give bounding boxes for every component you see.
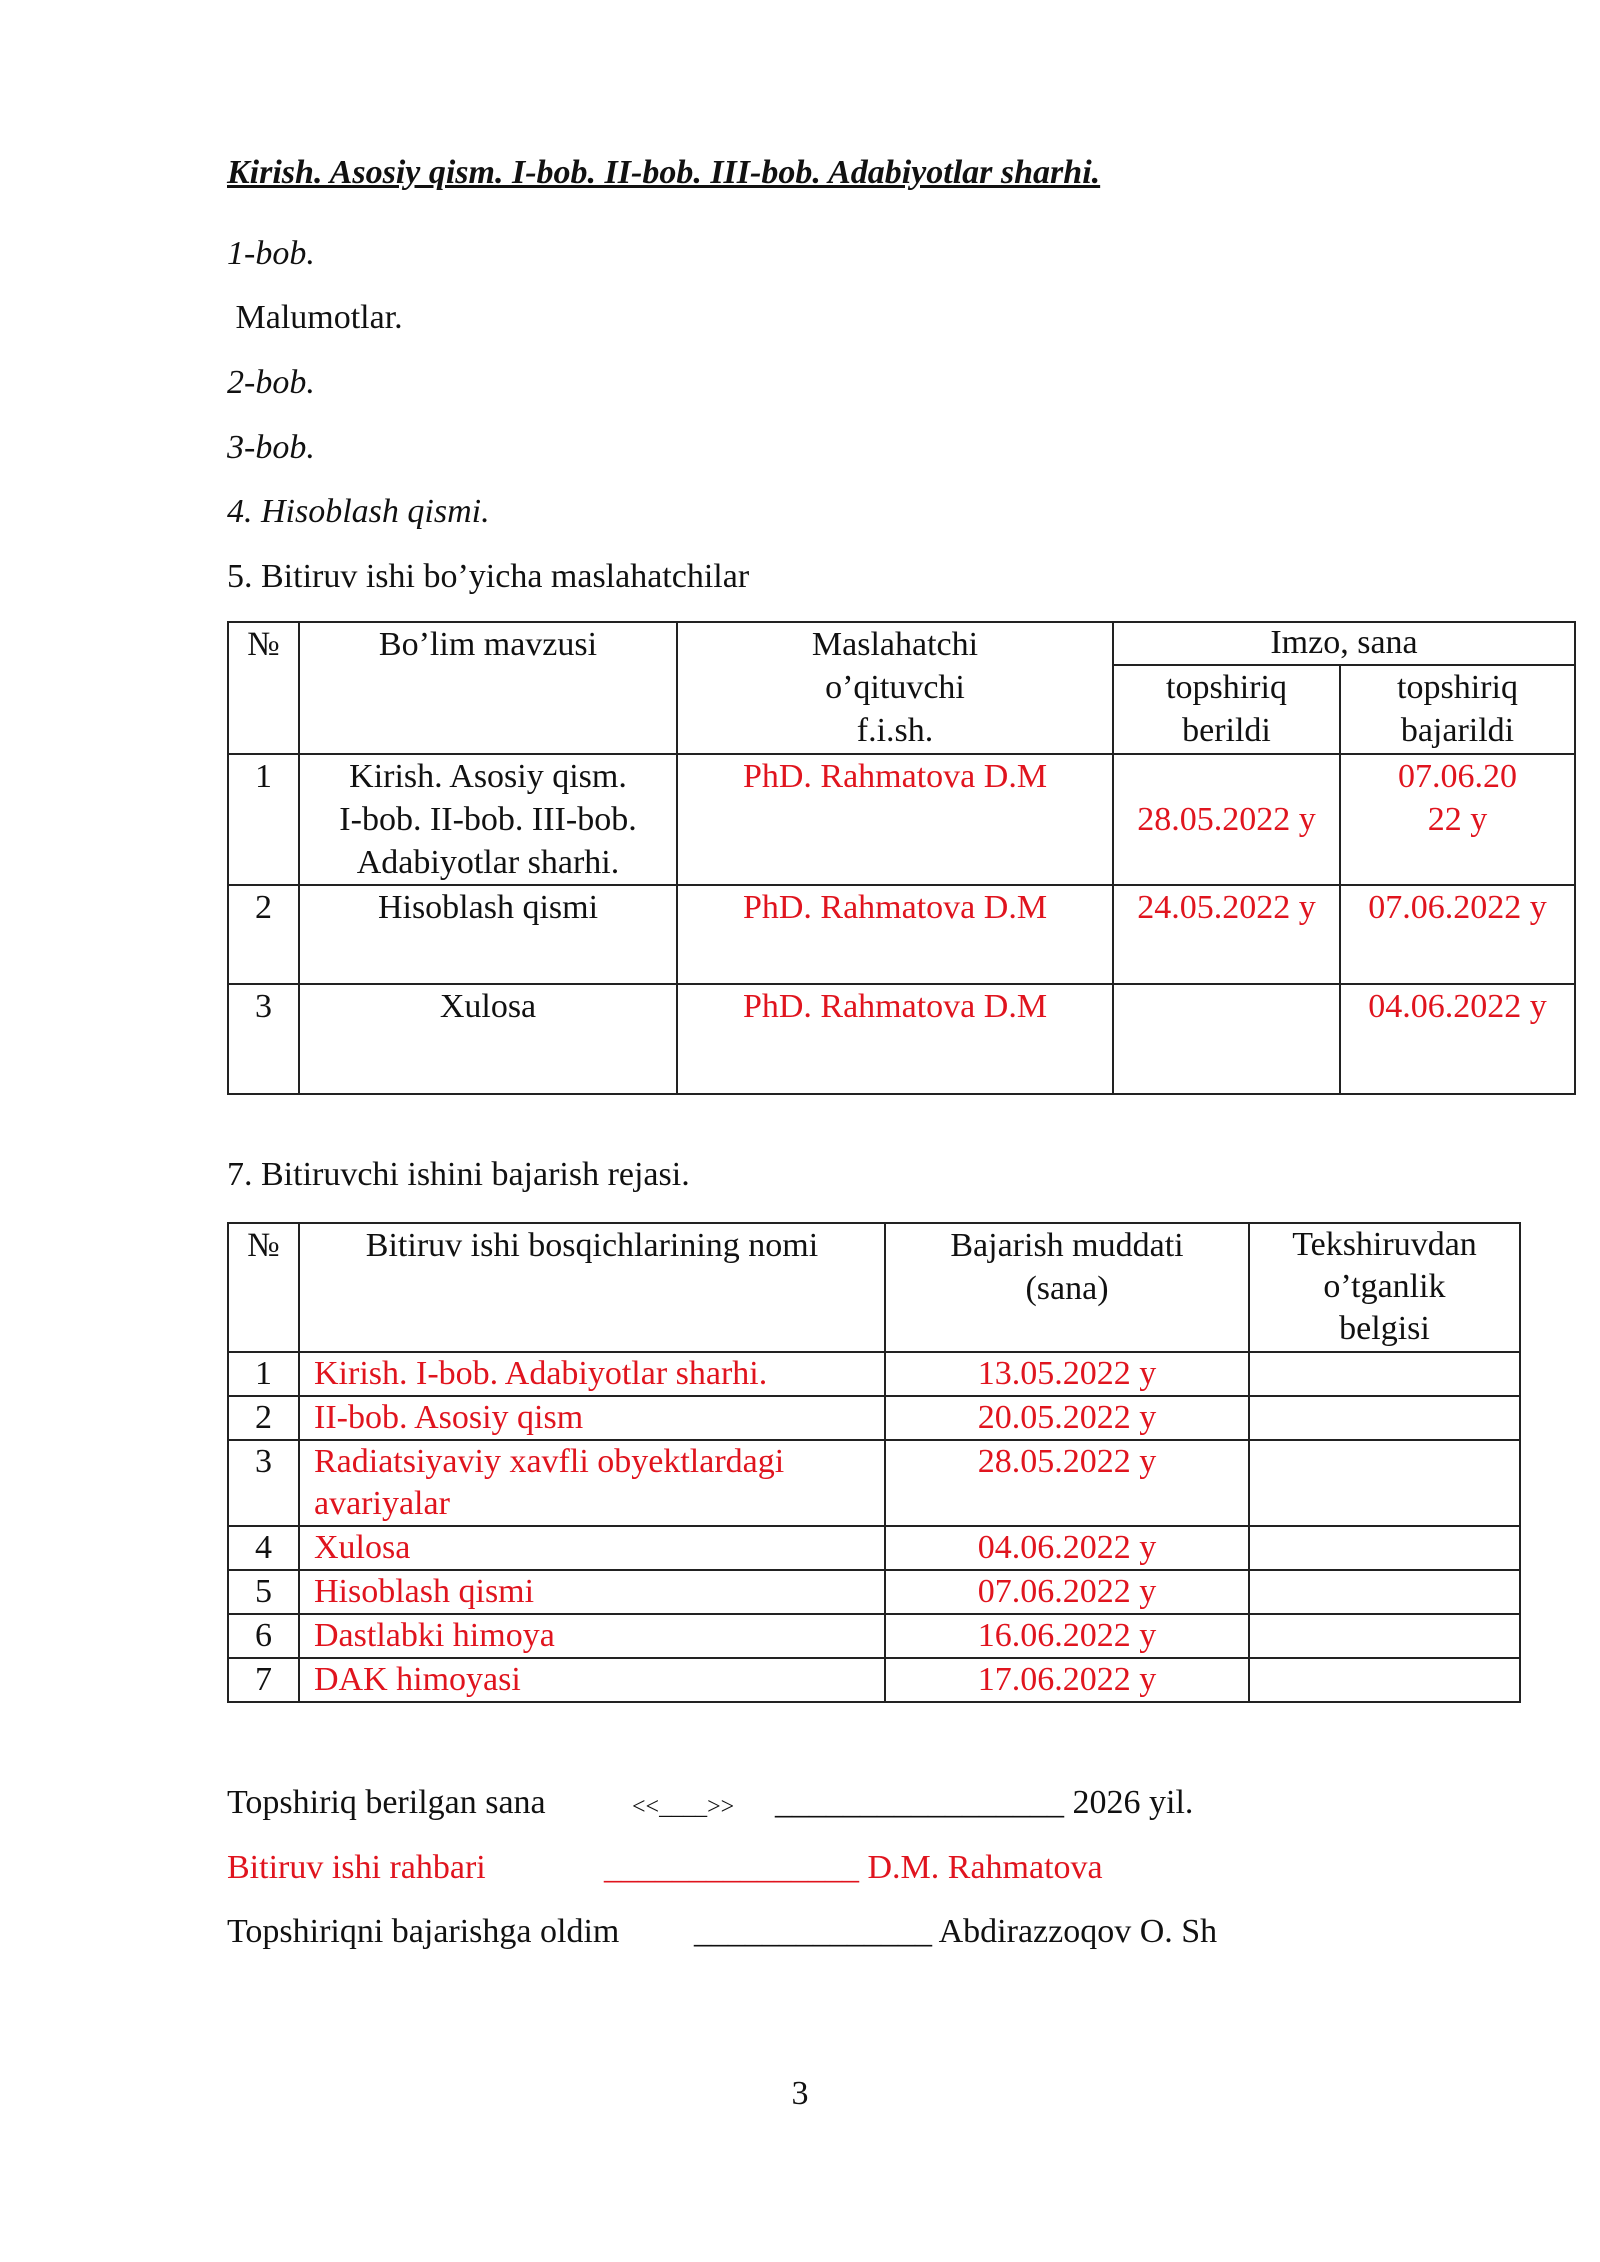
item-chapter-2: 2-bob.	[227, 364, 315, 401]
check-cell	[1249, 1570, 1520, 1614]
date-label: Topshiriq berilgan sana	[227, 1784, 546, 1821]
header-stage: Bitiruv ishi bosqichlarining nomi	[299, 1223, 885, 1352]
stage-cell: II-bob. Asosiy qism	[299, 1396, 885, 1440]
item-info: Malumotlar.	[227, 299, 403, 336]
date-line: _________________ 2026 yil.	[775, 1784, 1194, 1821]
table-row: 1 Kirish. Asosiy qism. I-bob. II-bob. III-bob. Adabiyotlar sharhi. PhD. Rahmatova D.M 28.05.2022 y 07.06.20 22 y	[228, 754, 1575, 885]
stage-cell: Xulosa	[299, 1526, 885, 1570]
check-cell	[1249, 1440, 1520, 1526]
advisor-cell: PhD. Rahmatova D.M	[677, 754, 1113, 885]
header-deadline: Bajarish muddati (sana)	[885, 1223, 1249, 1352]
date-day-blank: <<____>>	[632, 1794, 735, 1820]
table-header-row	[228, 1223, 1520, 1352]
stage-cell: Radiatsiyaviy xavfli obyektlardagi avariyalar	[299, 1440, 885, 1526]
accepted-signature: ______________ Abdirazzoqov O. Sh	[694, 1913, 1218, 1950]
table-row: 4 Xulosa 04.06.2022 y	[228, 1526, 1520, 1570]
item-chapter-3: 3-bob.	[227, 429, 315, 466]
section-cell: Kirish. Asosiy qism. I-bob. II-bob. III-bob. Adabiyotlar sharhi.	[299, 754, 677, 885]
table-row: 6 Dastlabki himoya 16.06.2022 y	[228, 1614, 1520, 1658]
check-cell	[1249, 1396, 1520, 1440]
check-cell	[1249, 1352, 1520, 1396]
date-cell: 17.06.2022 y	[885, 1658, 1249, 1702]
given-date-cell	[1113, 984, 1340, 1094]
table-row: 5 Hisoblash qismi 07.06.2022 y	[228, 1570, 1520, 1614]
date-cell: 13.05.2022 y	[885, 1352, 1249, 1396]
done-date-cell: 04.06.2022 y	[1340, 984, 1575, 1094]
section-cell: Xulosa	[299, 984, 677, 1094]
stage-cell: Kirish. I-bob. Adabiyotlar sharhi.	[299, 1352, 885, 1396]
header-sign-date: Imzo, sana	[1113, 622, 1575, 665]
date-cell: 04.06.2022 y	[885, 1526, 1249, 1570]
date-cell: 07.06.2022 y	[885, 1570, 1249, 1614]
date-cell: 28.05.2022 y	[885, 1440, 1249, 1526]
stage-cell: Dastlabki himoya	[299, 1614, 885, 1658]
accepted-label: Topshiriqni bajarishga oldim	[227, 1913, 620, 1950]
check-cell	[1249, 1658, 1520, 1702]
section-heading: Kirish. Asosiy qism. I-bob. II-bob. III-bob. Adabiyotlar sharhi.	[227, 154, 1101, 191]
table-row: 2 II-bob. Asosiy qism 20.05.2022 y	[228, 1396, 1520, 1440]
advisors-table	[227, 621, 1576, 1095]
advisor-cell: PhD. Rahmatova D.M	[677, 885, 1113, 984]
item-chapter-1: 1-bob.	[227, 235, 315, 272]
header-advisor: Maslahatchi o’qituvchi f.i.sh.	[677, 622, 1113, 754]
header-given: topshiriq berildi	[1113, 665, 1340, 754]
check-cell	[1249, 1614, 1520, 1658]
table-row: 3 Radiatsiyaviy xavfli obyektlardagi avariyalar 28.05.2022 y	[228, 1440, 1520, 1526]
item-advisors-title: 5. Bitiruv ishi bo’yicha maslahatchilar	[227, 558, 750, 595]
table-row: 2 Hisoblash qismi PhD. Rahmatova D.M 24.05.2022 y 07.06.2022 y	[228, 885, 1575, 984]
section-cell: Hisoblash qismi	[299, 885, 677, 984]
supervisor-signature: _______________ D.M. Rahmatova	[604, 1849, 1103, 1886]
date-cell: 20.05.2022 y	[885, 1396, 1249, 1440]
given-date-cell: 28.05.2022 y	[1113, 754, 1340, 885]
advisor-cell: PhD. Rahmatova D.M	[677, 984, 1113, 1094]
check-cell	[1249, 1526, 1520, 1570]
page-number: 3	[791, 2075, 809, 2112]
done-date-cell: 07.06.20 22 y	[1340, 754, 1575, 885]
date-cell: 16.06.2022 y	[885, 1614, 1249, 1658]
stage-cell: DAK himoyasi	[299, 1658, 885, 1702]
header-number: №	[228, 622, 299, 754]
header-section: Bo’lim mavzusi	[299, 622, 677, 754]
header-check: Tekshiruvdan o’tganlik belgisi	[1249, 1223, 1520, 1352]
stage-cell: Hisoblash qismi	[299, 1570, 885, 1614]
table-row: 1 Kirish. I-bob. Adabiyotlar sharhi. 13.05.2022 y	[228, 1352, 1520, 1396]
given-date-cell: 24.05.2022 y	[1113, 885, 1340, 984]
plan-table	[227, 1222, 1521, 1703]
item-calculation: 4. Hisoblash qismi.	[227, 493, 490, 530]
supervisor-label: Bitiruv ishi rahbari	[227, 1849, 486, 1886]
header-number: №	[228, 1223, 299, 1352]
table-header-row	[228, 622, 1575, 665]
table-row: 7 DAK himoyasi 17.06.2022 y	[228, 1658, 1520, 1702]
done-date-cell: 07.06.2022 y	[1340, 885, 1575, 984]
table-row: 3 Xulosa PhD. Rahmatova D.M 04.06.2022 y	[228, 984, 1575, 1094]
plan-title: 7. Bitiruvchi ishini bajarish rejasi.	[227, 1156, 690, 1193]
header-done: topshiriq bajarildi	[1340, 665, 1575, 754]
